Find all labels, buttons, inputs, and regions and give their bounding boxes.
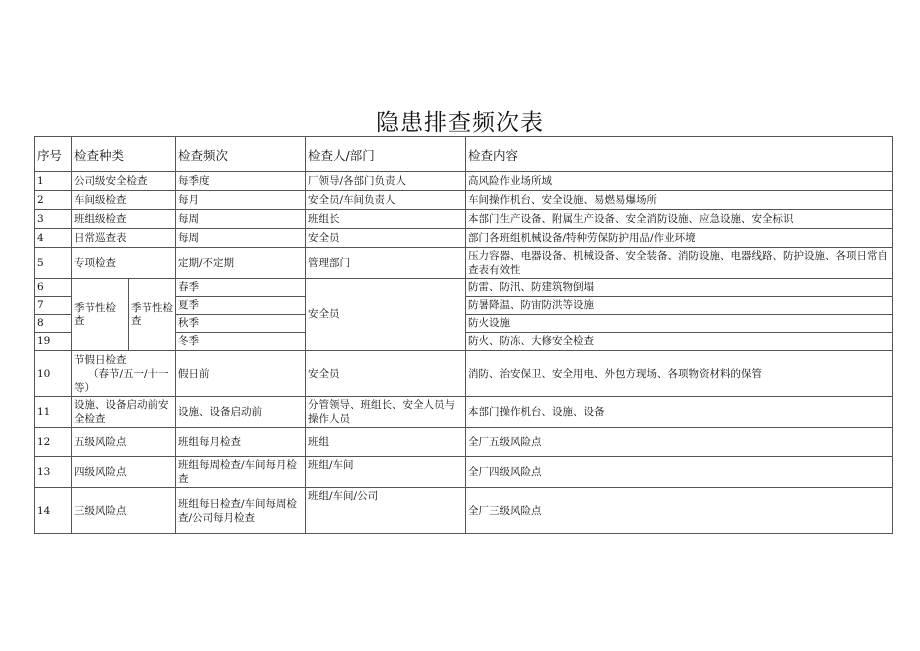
table-row — [35, 457, 893, 488]
cell-content: 防雷、防汛、防建筑物倒塌 — [466, 279, 893, 297]
header-no: 序号 — [35, 137, 72, 172]
cell-content: 防暑降温、防宙防洪等设施 — [466, 297, 893, 315]
cell-no: 5 — [35, 248, 72, 279]
cell-frequency: 设施、设备启动前 — [176, 397, 306, 428]
cell-content: 全厂五级风险点 — [466, 428, 893, 457]
table-row — [35, 279, 893, 297]
cell-frequency: 冬季 — [176, 333, 306, 351]
cell-no: 2 — [35, 191, 72, 210]
header-type: 检查种类 — [72, 137, 176, 172]
cell-person: 班组/车间/公司 — [306, 488, 466, 534]
cell-frequency: 班组每周检查/车间每月检查 — [176, 457, 306, 488]
page-title: 隐患排查频次表 — [376, 110, 544, 136]
cell-content: 防火、防冻、大修安全检查 — [466, 333, 893, 351]
cell-content: 本部门生产设备、附属生产设备、安全消防设施、应急设施、安全标识 — [466, 210, 893, 229]
cell-content: 高风险作业场所域 — [466, 172, 893, 191]
cell-frequency: 班组每日检查/车间每周检查/公司每月检查 — [176, 488, 306, 534]
cell-type: 专项检查 — [72, 248, 176, 279]
cell-person: 安全员 — [306, 229, 466, 248]
cell-no: 11 — [35, 397, 72, 428]
cell-no: 1 — [35, 172, 72, 191]
cell-content: 部门各班组机械设备/特种劳保防护用品/作业环境 — [466, 229, 893, 248]
table-header-row — [35, 137, 893, 172]
cell-type: 日常巡查表 — [72, 229, 176, 248]
header-frequency: 检查频次 — [176, 137, 306, 172]
cell-no: 10 — [35, 351, 72, 397]
cell-frequency: 每季度 — [176, 172, 306, 191]
cell-frequency: 夏季 — [176, 297, 306, 315]
cell-content: 消防、治安保卫、安全用电、外包方现场、各项物资材料的保管 — [466, 351, 893, 397]
cell-person: 班组/车间 — [306, 457, 466, 488]
table-row — [35, 248, 893, 279]
cell-frequency: 每周 — [176, 210, 306, 229]
cell-person: 分管领导、班组长、安全人员与操作人员 — [306, 397, 466, 428]
inspection-frequency-table — [34, 136, 893, 534]
cell-seasonal-type — [72, 279, 176, 351]
seasonal-type-label: 季节性检查 — [74, 301, 116, 327]
cell-no: 19 — [35, 333, 72, 351]
table-row — [35, 172, 893, 191]
header-content: 检查内容 — [466, 137, 893, 172]
cell-no: 7 — [35, 297, 72, 315]
cell-type: 公司级安全检查 — [72, 172, 176, 191]
cell-frequency: 秋季 — [176, 315, 306, 333]
seasonal-subtype-label: 季节性检查 — [128, 279, 175, 350]
cell-frequency: 假日前 — [176, 351, 306, 397]
cell-content: 全厂三级风险点 — [466, 488, 893, 534]
holiday-type-line1: 节假日检查 — [74, 353, 127, 366]
table-row — [35, 191, 893, 210]
cell-seasonal-person: 安全员 — [306, 279, 466, 351]
header-person: 检查人/部门 — [306, 137, 466, 172]
cell-person: 班组 — [306, 428, 466, 457]
cell-type: 设施、设备启动前安全检查 — [72, 397, 176, 428]
cell-type: 五级风险点 — [72, 428, 176, 457]
table-row — [35, 351, 893, 397]
cell-no: 4 — [35, 229, 72, 248]
table-row — [35, 397, 893, 428]
cell-content: 防火设施 — [466, 315, 893, 333]
cell-no: 3 — [35, 210, 72, 229]
cell-no: 14 — [35, 488, 72, 534]
cell-type — [72, 351, 176, 397]
cell-frequency: 每周 — [176, 229, 306, 248]
cell-no: 12 — [35, 428, 72, 457]
cell-person: 厂领导/各部门负责人 — [306, 172, 466, 191]
cell-person: 班组长 — [306, 210, 466, 229]
cell-content: 车间操作机台、安全设施、易燃易爆场所 — [466, 191, 893, 210]
cell-content: 压力容器、电器设备、机械设备、安全装备、消防设施、电器线路、防护设施、各项日常自查表有效性 — [466, 248, 893, 279]
cell-person: 安全员/车间负责人 — [306, 191, 466, 210]
cell-type: 三级风险点 — [72, 488, 176, 534]
holiday-type-line2: （春节/五一/十一等） — [74, 367, 169, 394]
cell-type: 班组级检查 — [72, 210, 176, 229]
table-row — [35, 210, 893, 229]
table-row — [35, 229, 893, 248]
cell-content: 全厂四级风险点 — [466, 457, 893, 488]
cell-type: 四级风险点 — [72, 457, 176, 488]
cell-no: 8 — [35, 315, 72, 333]
cell-type: 车间级检查 — [72, 191, 176, 210]
cell-frequency: 春季 — [176, 279, 306, 297]
cell-person: 管理部门 — [306, 248, 466, 279]
table-row — [35, 488, 893, 534]
cell-person: 安全员 — [306, 351, 466, 397]
cell-frequency: 定期/不定期 — [176, 248, 306, 279]
table-row — [35, 428, 893, 457]
cell-frequency: 班组每月检查 — [176, 428, 306, 457]
cell-no: 13 — [35, 457, 72, 488]
cell-no: 6 — [35, 279, 72, 297]
cell-frequency: 每月 — [176, 191, 306, 210]
cell-content: 本部门操作机台、设施、设备 — [466, 397, 893, 428]
